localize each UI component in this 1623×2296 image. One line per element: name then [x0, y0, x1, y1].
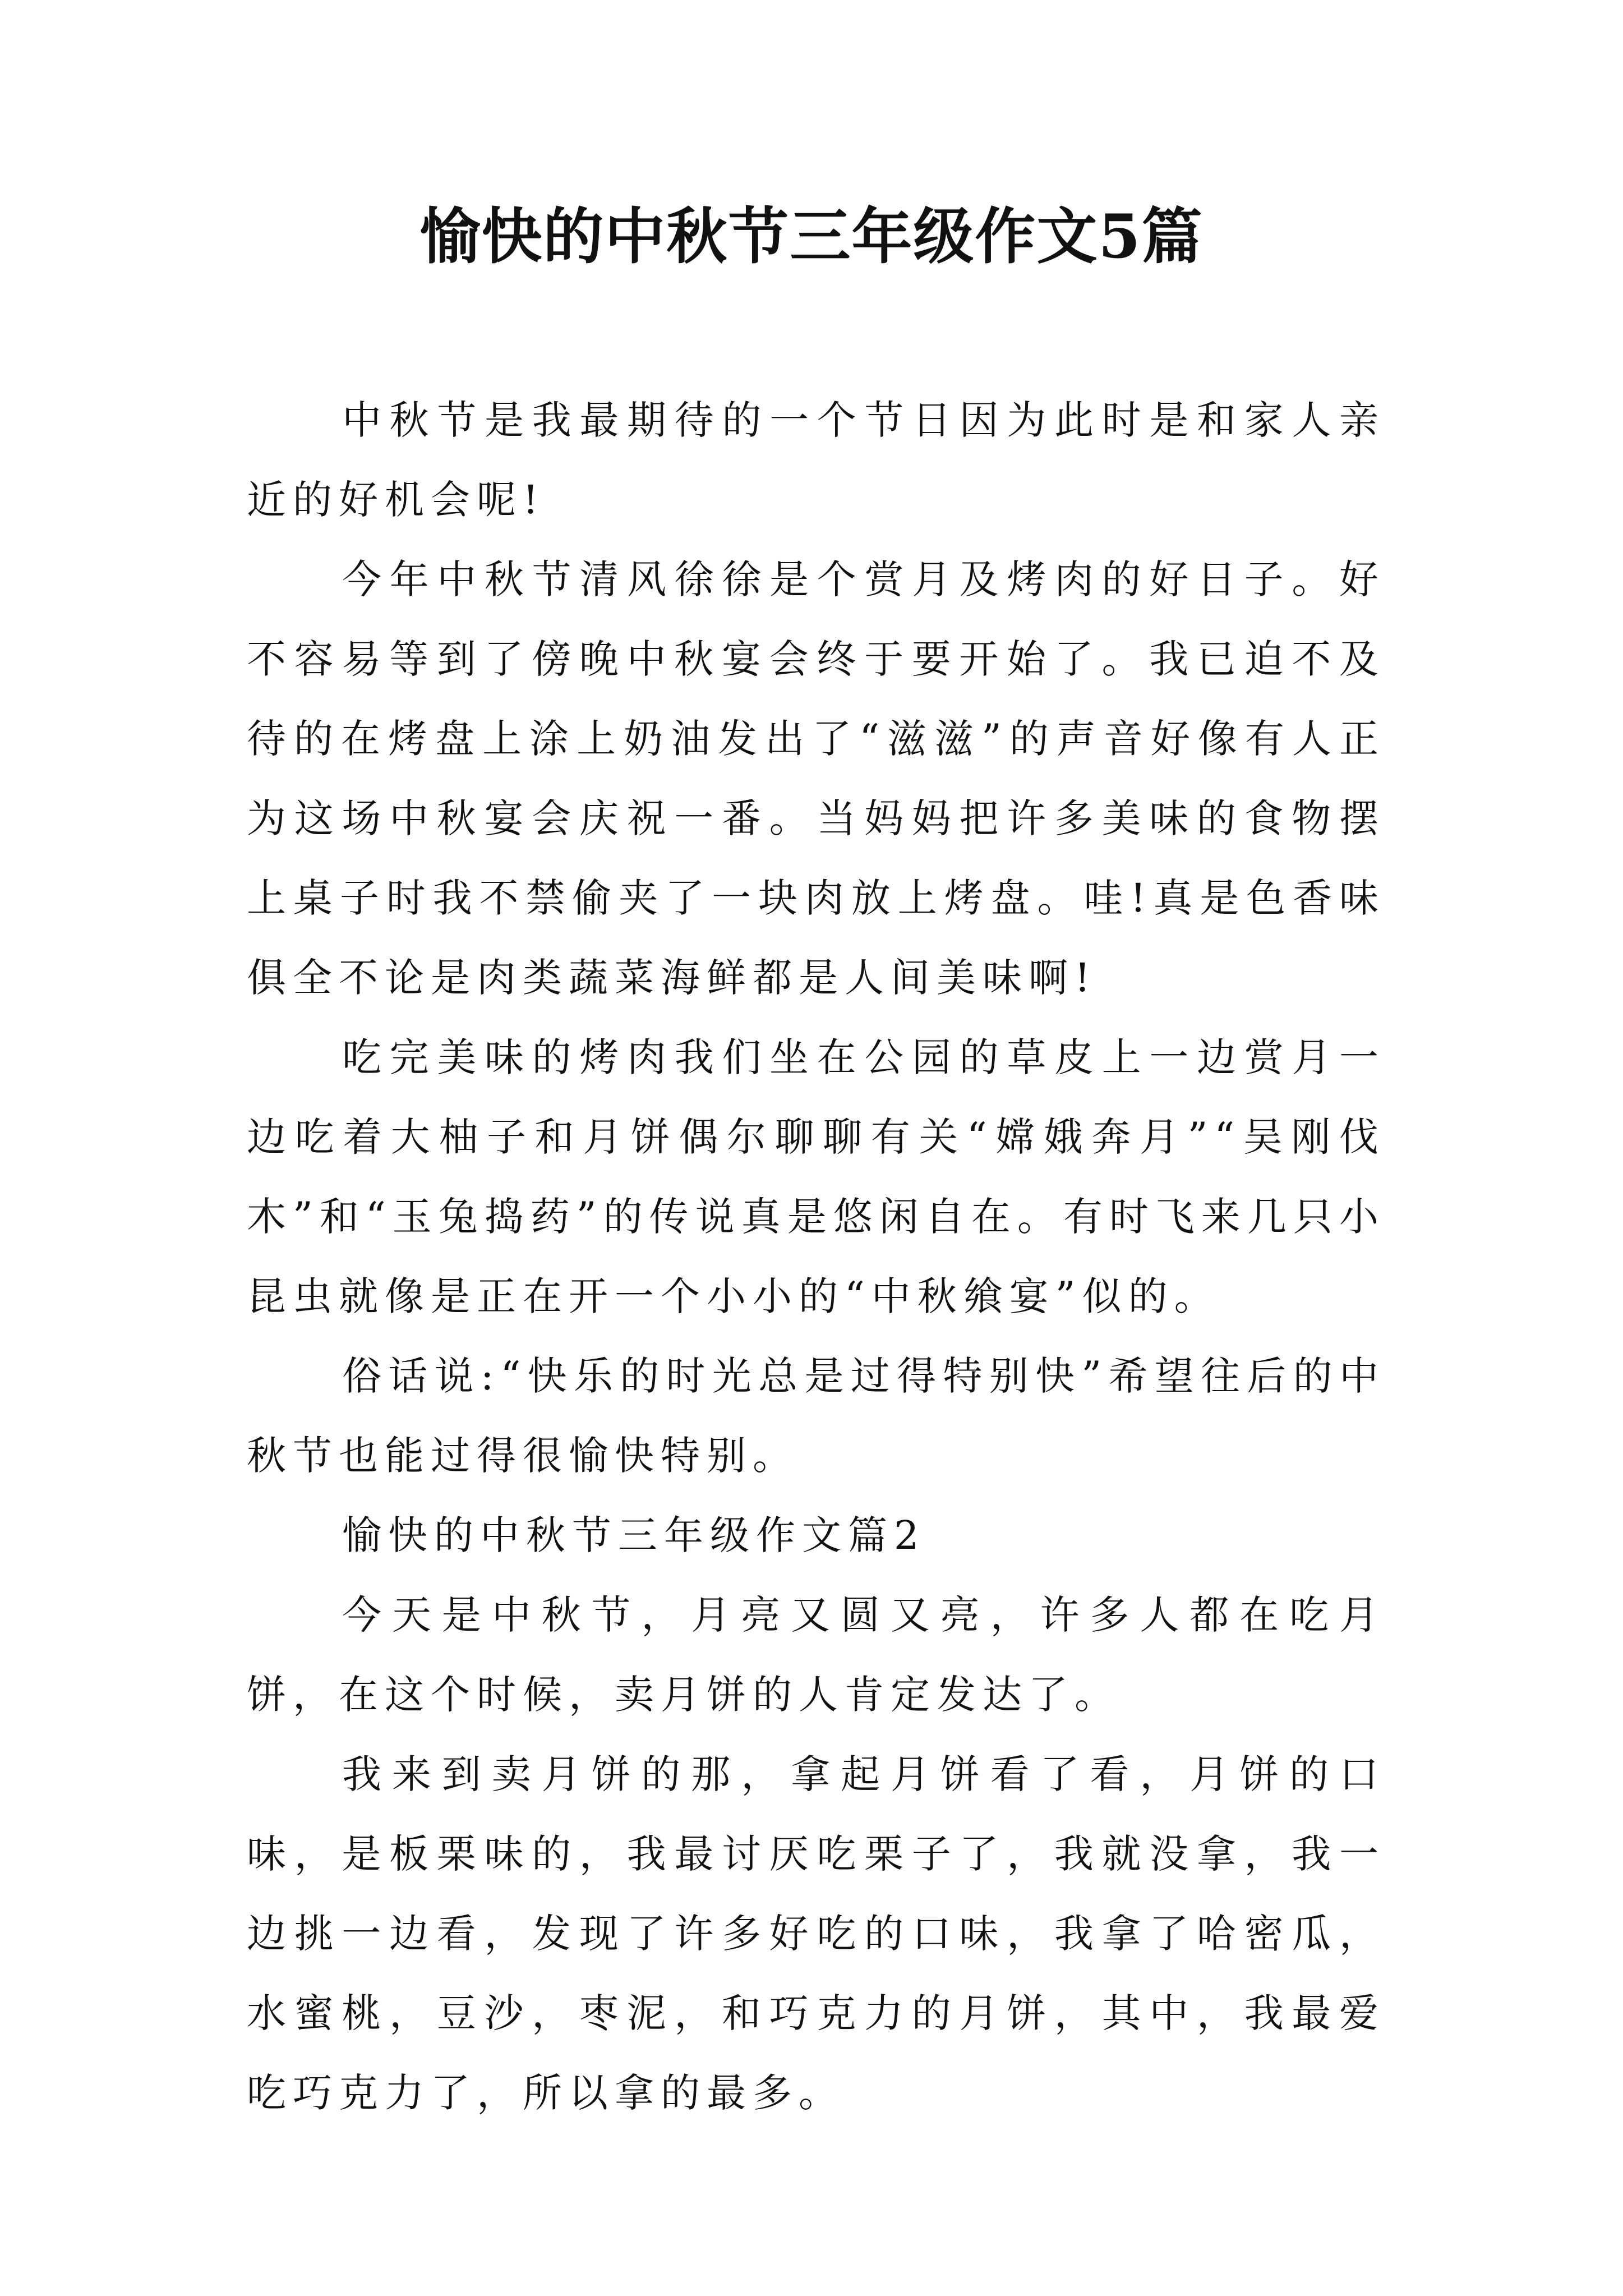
document-title: 愉快的中秋节三年级作文5篇	[419, 201, 1204, 272]
paragraph-4: 俗话说:“快乐的时光总是过得特别快”希望往后的中秋节也能过得很愉快特别。	[247, 1353, 1385, 1479]
paragraph-1: 中秋节是我最期待的一个节日因为此时是和家人亲近的好机会呢!	[247, 397, 1385, 523]
paragraph-2: 今年中秋节清风徐徐是个赏月及烤肉的好日子。好不容易等到了傍晚中秋宴会终于要开始了。我已迫不及待的在烤盘上涂上奶油发出了“滋滋”的声音好像有人正为这场中秋宴会庆祝一番。当妈妈把许多美味的食物摆上桌子时我不禁偷夹了一块肉放上烤盘。哇!真是色香味俱全不论是肉类蔬菜海鲜都是人间美味啊!	[247, 556, 1385, 1001]
paragraph-3: 吃完美味的烤肉我们坐在公园的草皮上一边赏月一边吃着大柚子和月饼偶尔聊聊有关“嫦娥奔月”“吴刚伐木”和“玉兔捣药”的传说真是悠闲自在。有时飞来几只小昆虫就像是正在开一个小小的“中秋飨宴”似的。	[247, 1034, 1385, 1319]
paragraph-6: 我来到卖月饼的那，拿起月饼看了看，月饼的口味，是板栗味的，我最讨厌吃栗子了，我就没拿，我一边挑一边看，发现了许多好吃的口味，我拿了哈密瓜，水蜜桃，豆沙，枣泥，和巧克力的月饼，其中，我最爱吃巧克力了，所以拿的最多。	[247, 1751, 1385, 2116]
paragraph-5: 今天是中秋节，月亮又圆又亮，许多人都在吃月饼，在这个时候，卖月饼的人肯定发达了。	[247, 1592, 1385, 1718]
document-body	[247, 380, 1385, 2133]
section-heading-2: 愉快的中秋节三年级作文篇2	[342, 1512, 926, 1558]
